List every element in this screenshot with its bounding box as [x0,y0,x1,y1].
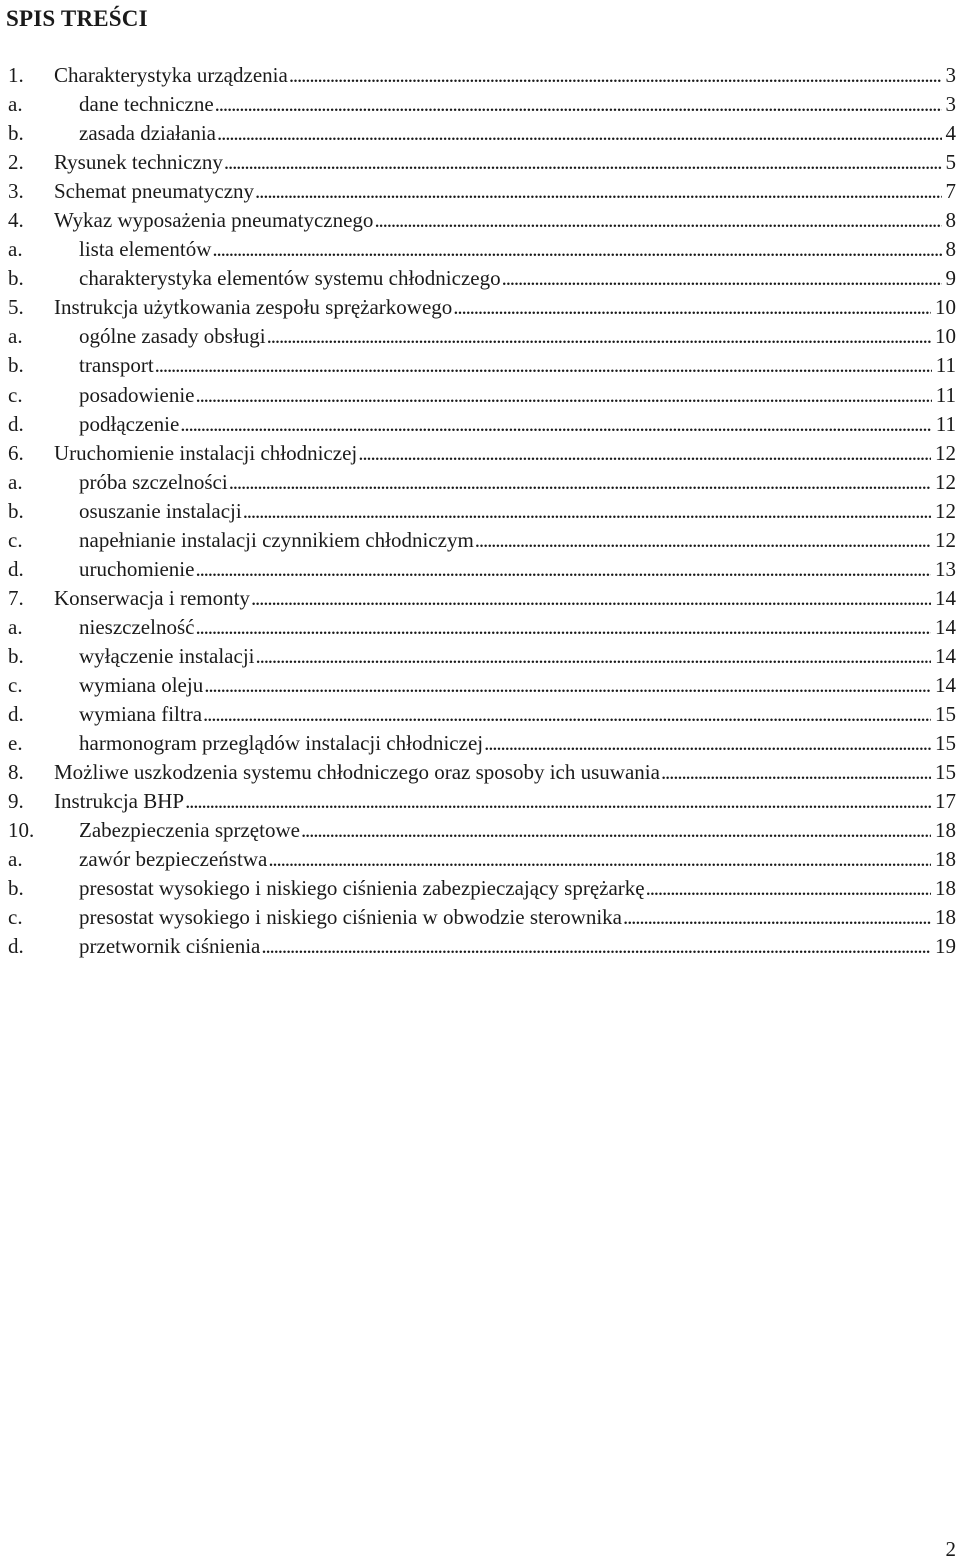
toc-entry-page: 3 [945,92,956,117]
toc-entry-page: 7 [945,179,956,204]
toc-dot-leader [268,845,931,874]
toc-entry-page: 15 [935,731,956,756]
toc-entry-title: wyłączenie instalacji [79,643,255,668]
toc-dot-leader [358,439,931,468]
toc-entry-page: 10 [935,324,956,349]
toc-entry-page: 12 [935,527,956,552]
toc-entry-page: 15 [935,702,956,727]
toc-section-entry[interactable] [8,293,960,322]
page-title: SPIS TREŚCI [6,6,148,31]
toc-subsection-entry[interactable] [8,235,960,264]
toc-section-entry[interactable] [8,61,960,90]
toc-dot-leader [374,206,941,235]
toc-entry-page: 19 [935,934,956,959]
toc-entry-title: zasada działania [79,121,216,146]
toc-entry-number: 3. [8,179,24,204]
toc-section-entry[interactable] [8,584,960,613]
toc-entry-number: d. [8,702,24,727]
toc-entry-number: 4. [8,208,24,233]
toc-entry-number: b. [8,266,24,291]
toc-entry-title: Instrukcja BHP [54,789,185,814]
page-number: 2 [945,1537,956,1561]
toc-entry-title: Wykaz wyposażenia pneumatycznego [54,208,374,233]
toc-entry-number: b. [8,121,24,146]
toc-entry-page: 11 [935,382,956,407]
toc-entry-page: 8 [945,208,956,233]
toc-entry-title: Instrukcja użytkowania zespołu sprężarkowego [54,295,453,320]
toc-entry-number: b. [8,643,24,668]
toc-entry-title: posadowienie [79,382,195,407]
toc-entry-number: 5. [8,295,24,320]
toc-entry-title: uruchomienie [79,556,195,581]
toc-entry-page: 12 [935,498,956,523]
toc-dot-leader [475,526,931,555]
toc-entry-title: podłączenie [79,411,180,436]
toc-dot-leader [256,642,932,671]
toc-dot-leader [185,787,931,816]
toc-entry-number: d. [8,411,24,436]
toc-entry-number: c. [8,382,23,407]
toc-entry-page: 12 [935,440,956,465]
toc-entry-page: 12 [935,469,956,494]
toc-dot-leader [180,410,931,439]
toc-dot-leader [195,613,931,642]
toc-entry-page: 13 [935,556,956,581]
toc-section-entry[interactable] [8,206,960,235]
toc-entry-page: 14 [935,614,956,639]
toc-dot-leader [261,932,931,961]
toc-entry-page: 14 [935,643,956,668]
toc-subsection-entry[interactable] [8,90,960,119]
toc-entry-title: Zabezpieczenia sprzętowe [79,818,300,843]
toc-dot-leader [155,351,932,380]
toc-entry-page: 5 [945,150,956,175]
toc-entry-title: presostat wysokiego i niskiego ciśnienia w obwodzie sterownika [79,905,622,930]
toc-dot-leader [203,700,931,729]
toc-dot-leader [301,816,931,845]
toc-entry-page: 18 [935,818,956,843]
toc-entry-title: Możliwe uszkodzenia systemu chłodniczego oraz sposoby ich usuwania [54,760,660,785]
toc-subsection-entry[interactable] [8,497,960,526]
toc-dot-leader [243,497,931,526]
toc-dot-leader [453,293,931,322]
toc-entry-title: Rysunek techniczny [54,150,223,175]
toc-entry-title: wymiana filtra [79,702,203,727]
toc-entry-title: próba szczelności [79,469,228,494]
toc-dot-leader [224,148,942,177]
toc-entry-title: osuszanie instalacji [79,498,242,523]
toc-subsection-entry[interactable] [8,468,960,497]
toc-entry-number: a. [8,92,23,117]
toc-dot-leader [267,322,931,351]
toc-entry-title: Schemat pneumatyczny [54,179,255,204]
toc-dot-leader [623,903,931,932]
toc-entry-title: nieszczelność [79,614,195,639]
toc-entry-title: Uruchomienie instalacji chłodniczej [54,440,358,465]
toc-entry-number: a. [8,237,23,262]
toc-entry-number: a. [8,324,23,349]
toc-entry-number: b. [8,876,24,901]
toc-section-entry[interactable] [8,148,960,177]
toc-entry-number: e. [8,731,23,756]
toc-subsection-entry[interactable] [8,729,960,758]
toc-entry-title: presostat wysokiego i niskiego ciśnienia zabezpieczający sprężarkę [79,876,645,901]
toc-subsection-entry[interactable] [8,700,960,729]
toc-entry-number: d. [8,556,24,581]
toc-entry-title: transport [79,353,154,378]
toc-subsection-entry[interactable] [8,264,960,293]
toc-dot-leader [195,381,931,410]
toc-entry-number: 8. [8,760,24,785]
toc-dot-leader [195,555,931,584]
toc-dot-leader [484,729,931,758]
toc-subsection-entry[interactable] [8,613,960,642]
toc-dot-leader [217,119,942,148]
toc-entry-page: 11 [935,411,956,436]
toc-entry-title: lista elementów [79,237,212,262]
table-of-contents [8,61,960,961]
toc-entry-number: d. [8,934,24,959]
toc-subsection-entry[interactable] [8,351,960,380]
toc-dot-leader [289,61,942,90]
toc-entry-page: 17 [935,789,956,814]
toc-dot-leader [229,468,931,497]
toc-entry-page: 3 [945,63,956,87]
toc-entry-page: 11 [935,353,956,378]
toc-entry-number: c. [8,672,23,697]
toc-entry-page: 14 [935,672,956,697]
toc-subsection-entry[interactable] [8,671,960,700]
toc-entry-page: 18 [935,876,956,901]
toc-entry-title: harmonogram przeglądów instalacji chłodniczej [79,731,484,756]
toc-subsection-entry[interactable] [8,410,960,439]
toc-entry-title: Konserwacja i remonty [54,585,250,610]
toc-entry-page: 10 [935,295,956,320]
toc-entry-title: wymiana oleju [79,672,204,697]
toc-section-entry[interactable] [8,177,960,206]
toc-entry-page: 9 [945,266,956,291]
toc-entry-title: dane techniczne [79,92,214,117]
toc-subsection-entry[interactable] [8,874,960,903]
toc-entry-number: 6. [8,440,24,465]
toc-entry-title: zawór bezpieczeństwa [79,847,268,872]
toc-entry-title: przetwornik ciśnienia [79,934,261,959]
toc-subsection-entry[interactable] [8,119,960,148]
toc-entry-number: b. [8,353,24,378]
toc-entry-page: 14 [935,585,956,610]
toc-entry-number: a. [8,847,23,872]
toc-subsection-entry[interactable] [8,932,960,961]
toc-entry-page: 8 [945,237,956,262]
toc-subsection-entry[interactable] [8,526,960,555]
toc-dot-leader [204,671,931,700]
toc-dot-leader [215,90,942,119]
toc-dot-leader [646,874,931,903]
toc-section-entry[interactable] [8,816,960,845]
toc-subsection-entry[interactable] [8,555,960,584]
toc-entry-title: charakterystyka elementów systemu chłodniczego [79,266,501,291]
toc-entry-number: c. [8,527,23,552]
toc-entry-title: Charakterystyka urządzenia [54,63,288,87]
toc-subsection-entry[interactable] [8,642,960,671]
toc-entry-page: 18 [935,905,956,930]
toc-entry-page: 18 [935,847,956,872]
toc-entry-number: a. [8,469,23,494]
toc-section-entry[interactable] [8,787,960,816]
toc-subsection-entry[interactable] [8,845,960,874]
toc-entry-number: 10. [8,818,35,843]
toc-entry-number: b. [8,498,24,523]
toc-entry-title: napełnianie instalacji czynnikiem chłodniczym [79,527,474,552]
toc-dot-leader [661,758,931,787]
toc-entry-number: 2. [8,150,24,175]
toc-subsection-entry[interactable] [8,322,960,351]
toc-dot-leader [255,177,941,206]
toc-section-entry[interactable] [8,758,960,787]
toc-entry-number: a. [8,614,23,639]
toc-entry-number: c. [8,905,23,930]
toc-entry-number: 7. [8,585,24,610]
toc-entry-page: 15 [935,760,956,785]
toc-dot-leader [251,584,931,613]
toc-dot-leader [212,235,941,264]
toc-entry-number: 1. [8,63,24,87]
toc-dot-leader [502,264,942,293]
toc-entry-page: 4 [945,121,956,146]
toc-section-entry[interactable] [8,439,960,468]
toc-subsection-entry[interactable] [8,903,960,932]
toc-entry-number: 9. [8,789,24,814]
toc-subsection-entry[interactable] [8,381,960,410]
toc-entry-title: ogólne zasady obsługi [79,324,266,349]
